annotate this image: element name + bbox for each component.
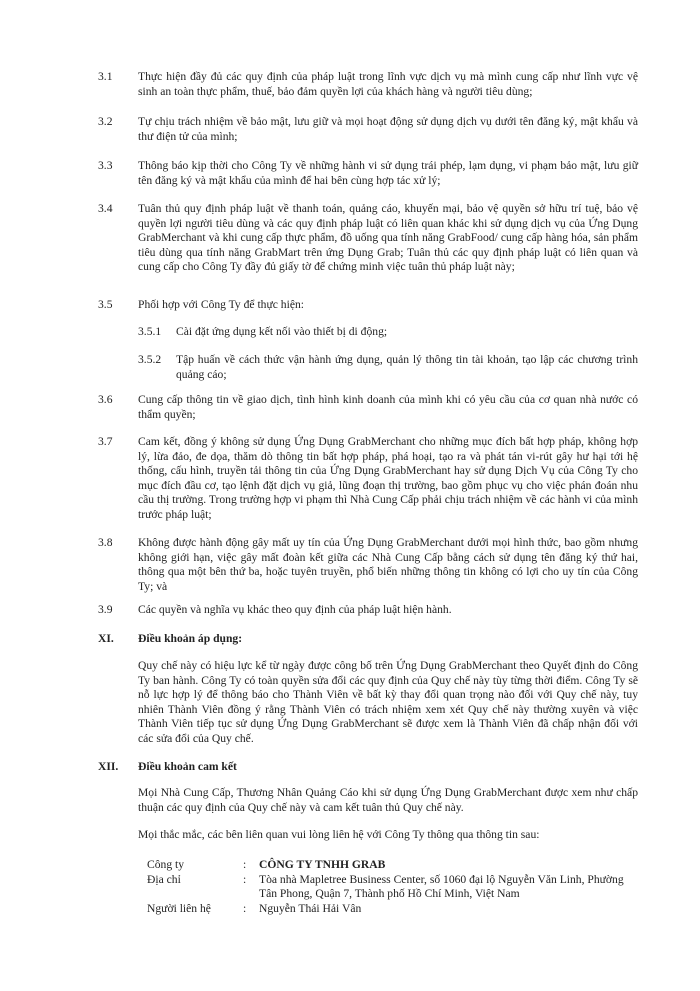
clause-3-5-1 xyxy=(138,325,638,340)
section-number: XII. xyxy=(98,760,119,773)
contact-company-row xyxy=(147,858,637,873)
clause-3-3 xyxy=(98,159,638,188)
section-xi-paragraph: Quy chế này có hiệu lực kể từ ngày được công bố trên Ứng Dụng GrabMerchant theo Quyết định do Công Ty ban hành. Công Ty có toàn quyền sửa đổi các quy định của Quy chế này tùy từng thời điểm. Công Ty sẽ nỗ lực hợp lý để thông báo cho Thành Viên về bất kỳ thay đổi quan trọng nào đối với Quy chế này, tuy nhiên Thành Viên đồng ý rằng Thành Viên có trách nhiệm xem xét Quy chế này thường xuyên và việc Thành Viên tiếp tục sử dụng Ứng Dụng GrabMerchant sẽ được xem là Thành Viên đã chấp nhận đối với các sửa đổi của Quy chế. xyxy=(138,659,638,745)
clause-3-1 xyxy=(98,70,638,99)
clause-text: Phối hợp với Công Ty để thực hiện: xyxy=(138,298,304,311)
clause-number: 3.5 xyxy=(98,298,113,311)
clause-number: 3.8 xyxy=(98,536,113,549)
clause-3-7 xyxy=(98,435,638,523)
subclause-number: 3.5.1 xyxy=(138,325,162,338)
clause-3-2 xyxy=(98,115,638,144)
contact-colon: : xyxy=(243,901,247,915)
contact-person-value: Nguyễn Thái Hải Vân xyxy=(259,901,362,915)
clause-text: Không được hành động gây mất uy tín của Ứng Dụng GrabMerchant dưới mọi hình thức, bao gồm nhưng không giới hạn, việc gây mất đoàn kết giữa các Nhà Cung Cấp bằng cách sử dụng tên đăng ký thứ hai, thông qua một bên thứ ba, hoặc tuyên truyền, phổ biến những thông tin không có lợi cho uy tín của Công Ty; và xyxy=(138,536,638,593)
clause-number: 3.9 xyxy=(98,603,113,616)
contact-person-row xyxy=(147,902,637,917)
subclause-number: 3.5.2 xyxy=(138,353,162,366)
subclause-text: Tập huấn về cách thức vận hành ứng dụng, quản lý thông tin tài khoản, tạo lập các chương trình quảng cáo; xyxy=(176,353,638,381)
section-xii-heading xyxy=(98,760,638,775)
contact-address-row xyxy=(147,873,637,902)
clause-3-5-2 xyxy=(138,353,638,382)
contact-company-label: Công ty xyxy=(147,858,185,871)
clause-3-8 xyxy=(98,536,638,594)
clause-text: Thông báo kịp thời cho Công Ty về những hành vi sử dụng trái phép, lạm dụng, vi phạm bảo mật, lưu giữ tên đăng ký và mật khẩu của mình để hai bên cùng hợp tác xử lý; xyxy=(138,159,638,187)
clause-number: 3.3 xyxy=(98,159,113,172)
clause-text: Tự chịu trách nhiệm về bảo mật, lưu giữ và mọi hoạt động sử dụng dịch vụ dưới tên đăng ký, mật khẩu và thư điện tử của mình; xyxy=(138,115,638,143)
clause-number: 3.4 xyxy=(98,202,113,215)
clause-number: 3.6 xyxy=(98,393,113,406)
clause-3-9 xyxy=(98,603,638,618)
contact-info xyxy=(147,858,637,916)
contact-address-value: Tòa nhà Mapletree Business Center, số 1060 đại lộ Nguyễn Văn Linh, Phường Tân Phong, Quận 7, Thành phố Hồ Chí Minh, Việt Nam xyxy=(259,872,624,901)
contact-address-label: Địa chỉ xyxy=(147,872,181,886)
clause-3-4 xyxy=(98,202,638,275)
section-title: Điều khoản áp dụng: xyxy=(138,632,243,645)
clause-text: Cung cấp thông tin về giao dịch, tình hình kinh doanh của mình khi có yêu cầu của cơ quan nhà nước có thẩm quyền; xyxy=(138,393,638,421)
section-xii-paragraph-1: Mọi Nhà Cung Cấp, Thương Nhân Quảng Cáo khi sử dụng Ứng Dụng GrabMerchant được xem như chấp thuận các quy định của Quy chế này và cam kết tuân thủ Quy chế này. xyxy=(138,786,638,814)
contact-company-value: CÔNG TY TNHH GRAB xyxy=(259,858,386,871)
clause-number: 3.2 xyxy=(98,115,113,128)
section-number: XI. xyxy=(98,632,114,645)
clause-number: 3.1 xyxy=(98,70,113,83)
clause-text: Tuân thủ quy định pháp luật về thanh toán, quảng cáo, khuyến mại, bảo vệ quyền sở hữu trí tuệ, bảo vệ quyền lợi người tiêu dùng và các quy định pháp luật có liên quan khác khi sử dụng dịch vụ của Ứng Dụng GrabMerchant và khi cung cấp thực phẩm, đồ uống qua tính năng GrabFood/ cung cấp hàng hóa, sản phẩm tiêu dùng qua tính năng GrabMart trên ứng Dụng Grab; Tuân thủ các quy định pháp luật có liên quan và cung cấp cho Công Ty đầy đủ giấy tờ để chứng minh việc tuân thủ pháp luật này; xyxy=(138,202,638,274)
contact-colon: : xyxy=(243,858,247,871)
contact-person-label: Người liên hệ xyxy=(147,901,211,915)
section-title: Điều khoản cam kết xyxy=(138,760,237,773)
clause-text: Các quyền và nghĩa vụ khác theo quy định của pháp luật hiện hành. xyxy=(138,603,452,616)
clause-number: 3.7 xyxy=(98,435,113,448)
clause-text: Thực hiện đầy đủ các quy định của pháp luật trong lĩnh vực dịch vụ mà mình cung cấp như lĩnh vực vệ sinh an toàn thực phẩm, thuế, bảo đảm quyền lợi của khách hàng và người tiêu dùng; xyxy=(138,70,638,98)
subclause-text: Cài đặt ứng dụng kết nối vào thiết bị di động; xyxy=(176,325,388,338)
section-xi-heading xyxy=(98,632,638,647)
section-xii-paragraph-2: Mọi thắc mắc, các bên liên quan vui lòng liên hệ với Công Ty thông qua thông tin sau: xyxy=(138,828,540,841)
clause-3-6 xyxy=(98,393,638,422)
clause-3-5 xyxy=(98,298,638,313)
contact-colon: : xyxy=(243,872,247,886)
clause-text: Cam kết, đồng ý không sử dụng Ứng Dụng GrabMerchant cho những mục đích bất hợp pháp, không hợp lý, lừa đảo, đe dọa, thăm dò thông tin bất hợp pháp, phá hoại, tạo ra và phát tán vi-rút gây hư hại tới hệ thống, cấu hình, truyền tải thông tin của Ứng Dụng GrabMerchant hay sử dụng Dịch Vụ của Công Ty cho mục đích đầu cơ, tạo lệnh đặt dịch vụ giả, lũng đoạn thị trường, bao gồm phục vụ cho việc phán đoán nhu cầu thị trường. Trong trường hợp vi phạm thì Nhà Cung Cấp phải chịu trách nhiệm về các hành vi của mình trước pháp luật; xyxy=(138,435,638,521)
